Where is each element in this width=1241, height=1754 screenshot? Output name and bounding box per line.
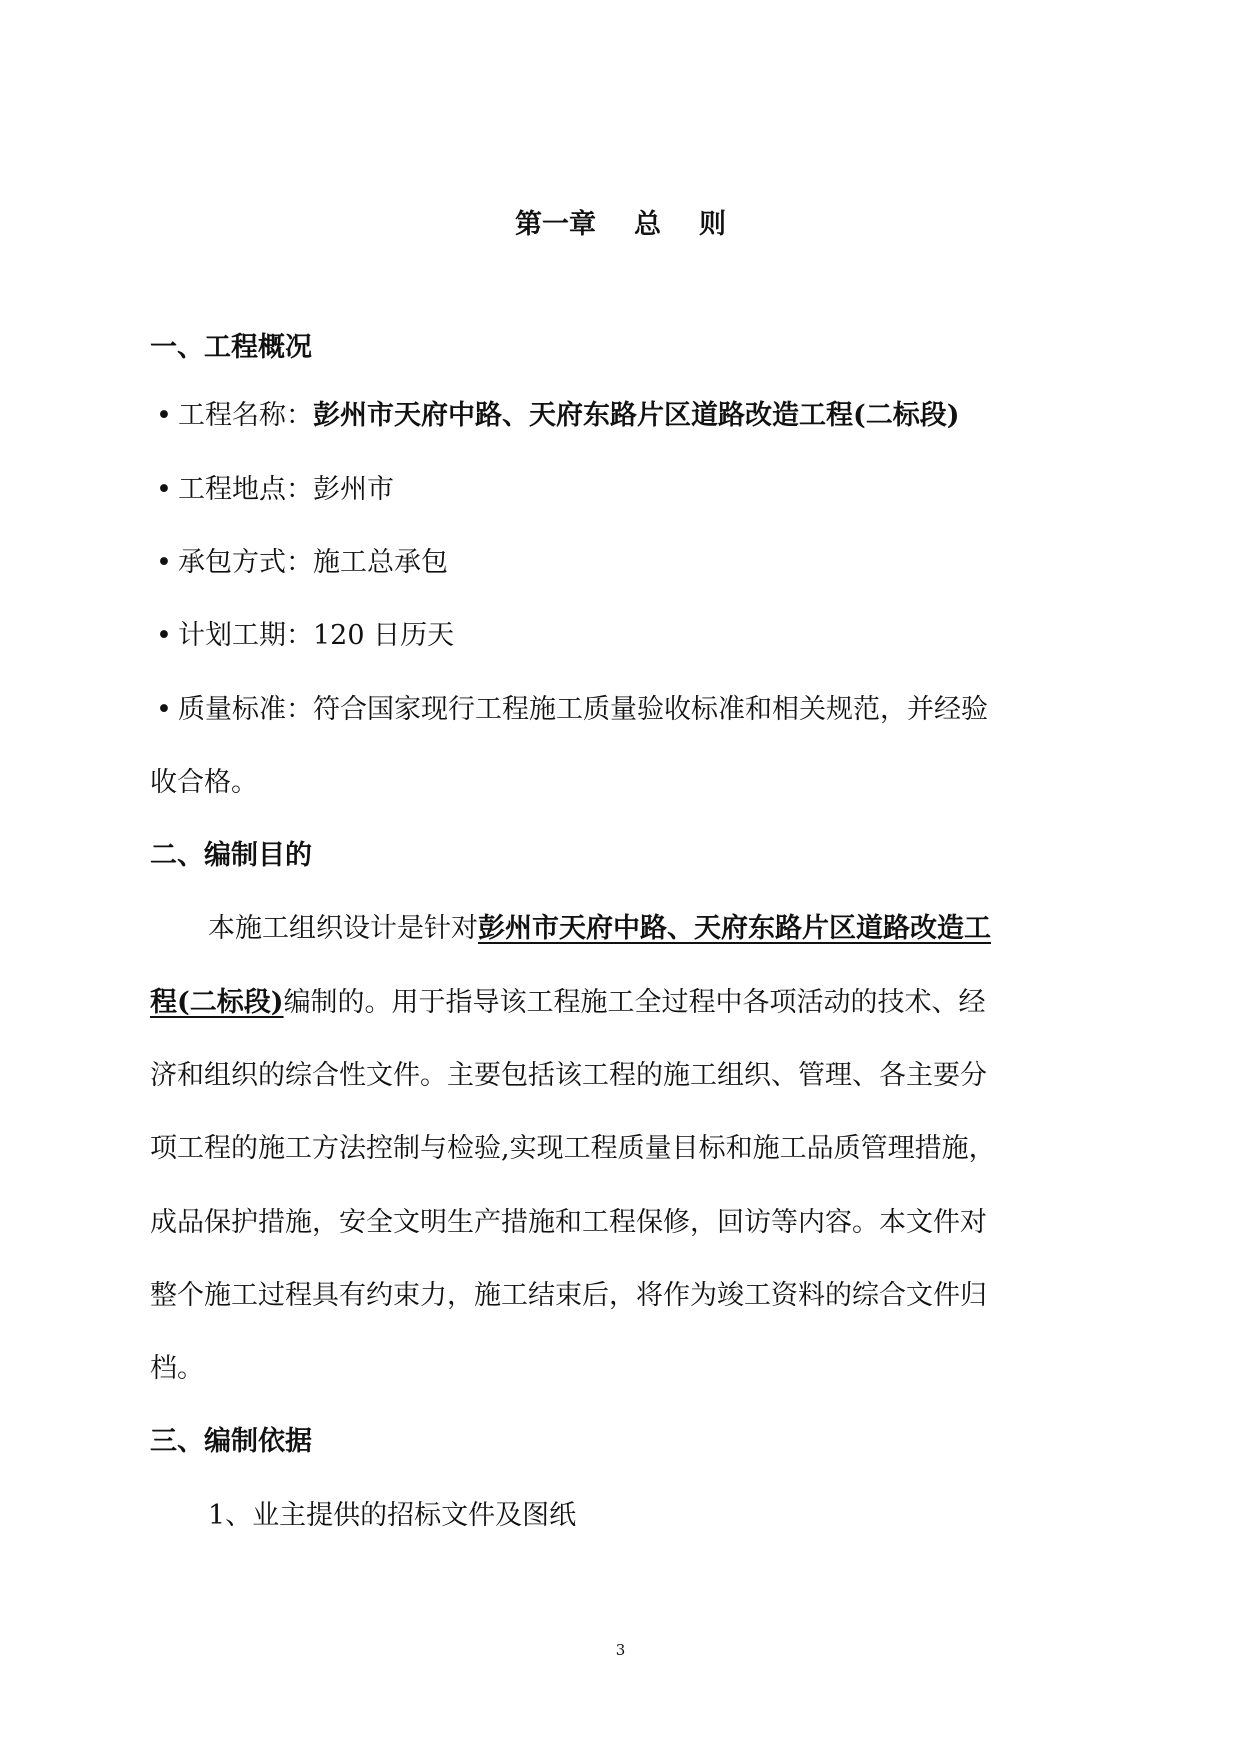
item-label: 承包方式： xyxy=(178,547,313,578)
paragraph-text: 编制的。用于指导该工程施工全过程中各项活动的技术、经 xyxy=(283,987,986,1018)
contract-mode-value: 施工总承包 xyxy=(313,547,448,578)
paragraph-line: 项工程的施工方法控制与检验,实现工程质量目标和施工品质管理措施， xyxy=(150,1133,996,1164)
paragraph-line: 成品保护措施，安全文明生产措施和工程保修，回访等内容。本文件对 xyxy=(150,1207,987,1238)
bullet: • xyxy=(156,547,172,578)
bullet: • xyxy=(156,400,172,431)
list-item-schedule xyxy=(150,616,1060,656)
bullet: • xyxy=(156,620,172,651)
page-number: 3 xyxy=(615,1641,626,1659)
chapter-number: 第一章 xyxy=(515,209,596,240)
chapter-title xyxy=(0,205,1241,245)
paragraph-line: 档。 xyxy=(150,1353,204,1384)
quality-continuation: 收合格。 xyxy=(150,767,258,798)
quality-value: 符合国家现行工程施工质量验收标准和相关规范，并经验 xyxy=(313,694,988,725)
project-name-emphasis: 彭州市天府中路、天府东路片区道路改造工 xyxy=(478,913,991,944)
paragraph-text: 本施工组织设计是针对 xyxy=(208,913,478,944)
location-value: 彭州市 xyxy=(313,474,394,505)
project-name-value: 彭州市天府中路、天府东路片区道路改造工程(二标段) xyxy=(313,400,960,431)
item-label: 质量标准： xyxy=(178,694,313,725)
list-item-location xyxy=(150,470,1060,510)
paragraph-line: 济和组织的综合性文件。主要包括该工程的施工组织、管理、各主要分 xyxy=(150,1060,987,1091)
paragraph-line xyxy=(150,983,1060,1023)
bullet: • xyxy=(156,694,172,725)
section-heading-basis: 三、编制依据 xyxy=(150,1426,312,1457)
item-label: 工程名称： xyxy=(178,400,313,431)
bullet: • xyxy=(156,474,172,505)
chapter-title-part1: 总 xyxy=(634,209,661,240)
section-heading-overview: 一、工程概况 xyxy=(150,332,312,363)
list-item-quality xyxy=(150,690,1060,730)
section-heading-purpose: 二、编制目的 xyxy=(150,840,312,871)
list-item-contract-mode xyxy=(150,543,1060,583)
list-item-project-name xyxy=(150,396,1060,436)
basis-item-1: 1、业主提供的招标文件及图纸 xyxy=(208,1500,577,1531)
item-label: 计划工期： xyxy=(178,620,313,651)
paragraph-line xyxy=(150,909,1118,949)
item-label: 工程地点： xyxy=(178,474,313,505)
project-name-emphasis: 程(二标段) xyxy=(150,987,284,1018)
schedule-value: 120 日历天 xyxy=(313,620,455,651)
paragraph-line: 整个施工过程具有约束力，施工结束后，将作为竣工资料的综合文件归 xyxy=(150,1280,987,1311)
chapter-title-part2: 则 xyxy=(699,209,726,240)
